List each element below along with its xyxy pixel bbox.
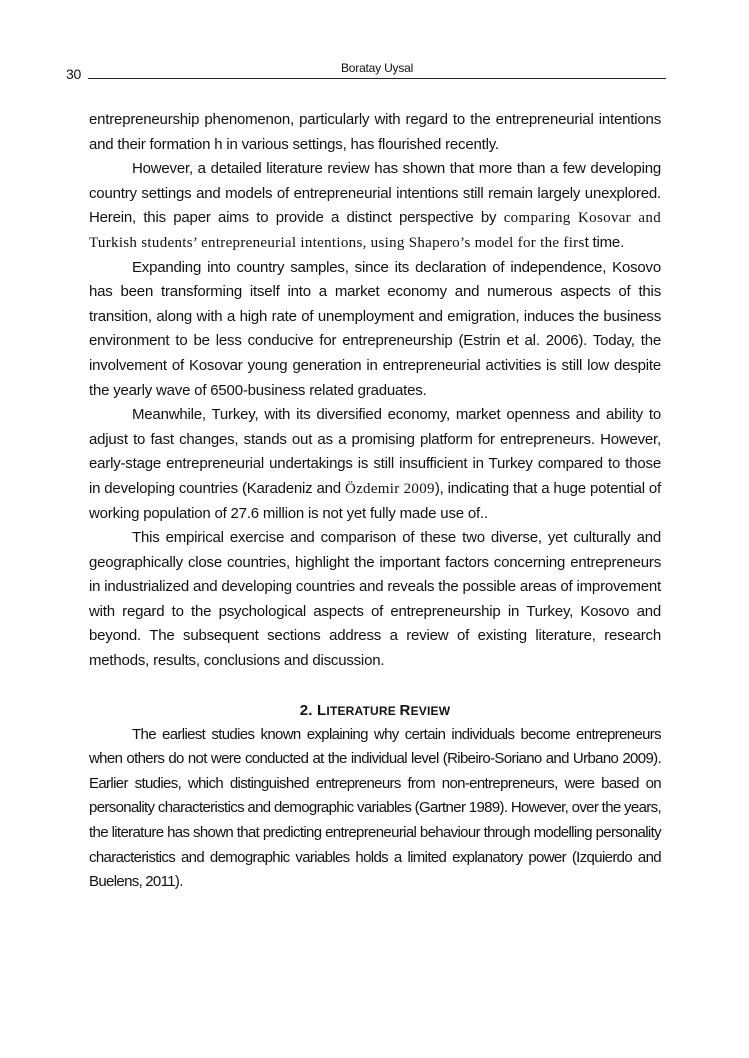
paragraph-text: t time. — [584, 233, 625, 251]
section-title-cap: R — [399, 701, 411, 719]
section-heading — [89, 702, 661, 719]
page-body — [89, 108, 661, 895]
paragraph-kosovo: Expanding into country samples, since its declaration of independence, Kosovo has been transforming itself into a market economy and numerous aspects of this transition, along with a high rate of unemployment and emigration, induces the business environment to be less conducive for entrepreneurship (Estrin et al. 2006). Today, the involvement of Kosovar young generation in entrepreneurial activities is still low despite the yearly wave of 6500-business related graduates. — [89, 258, 661, 399]
page-header — [66, 58, 666, 80]
literature-review-body — [89, 723, 661, 895]
paragraph-comparison: This empirical exercise and comparison of these two diverse, yet culturally and geographically close countries, highlight the important factors concerning entrepreneurs in industrialized and developing countries and reveals the possible areas of improvement with regard to the psychological aspects of entrepreneurship in Turkey, Kosovo and beyond. The subsequent sections address a review of existing literature, research methods, results, conclusions and discussion. — [89, 529, 661, 670]
paragraph-text: ), indicating that a huge potential of working population of 27.6 million is not yet fully made use of.. — [89, 479, 661, 522]
header-rule — [88, 78, 666, 79]
running-head-author: Boratay Uysal — [341, 61, 414, 75]
section-number: 2. — [299, 701, 318, 719]
paragraph-continuation: entrepreneurship phenomenon, particularly with regard to the entrepreneurial intentions and their formation h in various settings, has flourished recently. — [89, 111, 661, 153]
paragraph-literature-gap — [89, 157, 661, 255]
paragraph-turkey — [89, 403, 661, 526]
paragraph-text: Meanwhile, Turkey, with its diversified economy, market openness and ability to adjust to fast changes, stands out as a promising platform for entrepreneurs. However, early-stage entrepreneurial undertakings is still insufficient in Turkey compared to those in developing countries (Karadeniz and — [89, 406, 661, 497]
section-title-smallcaps: EVIEW — [410, 703, 451, 718]
section-title-cap: L — [317, 701, 327, 719]
paragraph-text-serif: comparing Kosovar and Turkish students’ entrepreneurial intentions, using Shapero’s model for the firs — [89, 210, 661, 251]
citation-serif: Özdemir 2009 — [344, 480, 435, 497]
paragraph-text: However, a detailed literature review has shown that more than a few developing country settings and models of entrepreneurial intentions still remain largely unexplored. Herein, this paper aims to provide a distinct perspective by — [89, 160, 661, 227]
page-number: 30 — [66, 66, 81, 82]
section-title-smallcaps: ITERATURE — [326, 703, 400, 718]
paragraph-literature-review: The earliest studies known explaining why certain individuals become entrepreneurs when others do not were conducted at the individual level (Ribeiro-Soriano and Urbano 2009). Earlier studies, which distinguished entrepreneurs from non-entrepreneurs, were based on personality characteristics and demographic variables (Gartner 1989). However, over the years, the literature has shown that predicting entrepreneurial behaviour through modelling personality characteristics and demographic variables holds a limited explanatory power (Izquierdo and Buelens, 2011). — [89, 725, 661, 891]
